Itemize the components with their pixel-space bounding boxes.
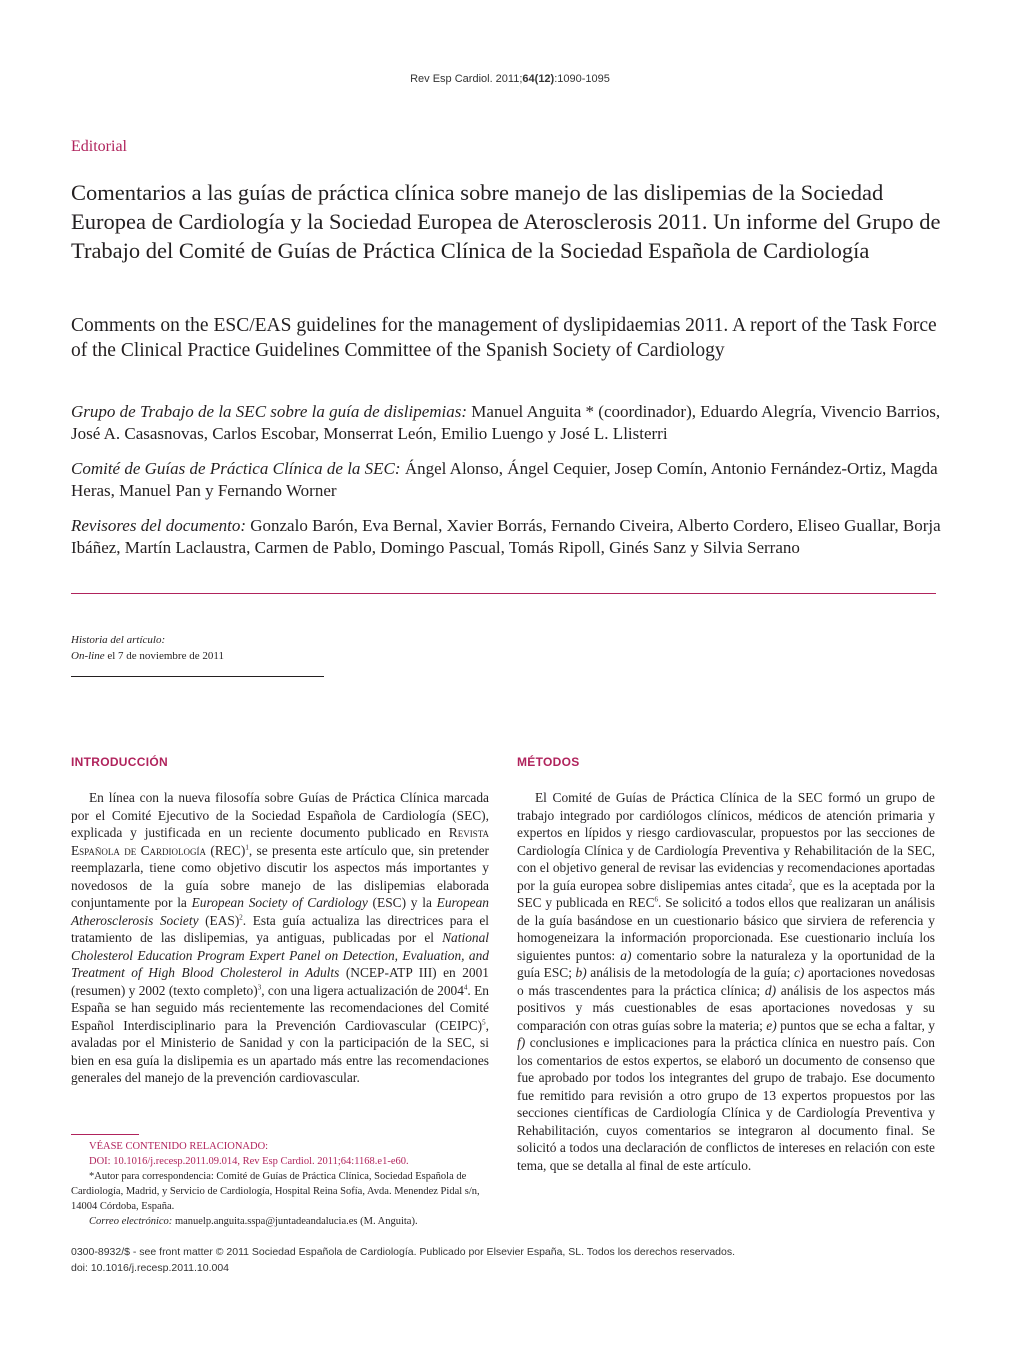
page-footer bbox=[71, 1244, 735, 1276]
related-content-label: VÉASE CONTENIDO RELACIONADO: bbox=[89, 1141, 269, 1152]
email-address[interactable]: manuelp.anguita.sspa@juntadeandalucia.es (M. Anguita). bbox=[172, 1216, 418, 1227]
correspondence: *Autor para correspondencia: Comité de Guías de Práctica Clínica, Sociedad Española de Cardiología, Madrid, y Servicio de Cardiología, Hospital Reina Sofía, Avda. Menendez Pidal s/n, 14004 Córdoba, España. bbox=[71, 1171, 480, 1212]
history-online bbox=[71, 648, 224, 664]
working-group-label: Grupo de Trabajo de la SEC sobre la guía de dislipemias: bbox=[71, 402, 468, 421]
journal-ref-prefix: Rev Esp Cardiol. 2011; bbox=[410, 73, 523, 85]
authors-committee bbox=[71, 458, 951, 502]
ref-sup: 1 bbox=[245, 843, 249, 852]
methods-heading: MÉTODOS bbox=[517, 755, 580, 769]
working-group-names: Manuel Anguita * (coordinador), Eduardo Alegría, Vivencio Barrios, José A. Casasnovas, Carlos Escobar, Monserrat León, Emilio Luengo y José L. Llisterri bbox=[71, 402, 941, 443]
online-date: el 7 de noviembre de 2011 bbox=[104, 650, 224, 662]
email-label: Correo electrónico: bbox=[89, 1216, 173, 1227]
committee-label: Comité de Guías de Práctica Clínica de la SEC: bbox=[71, 459, 401, 478]
history-label: Historia del artículo: bbox=[71, 634, 166, 646]
section-label: Editorial bbox=[71, 138, 127, 155]
online-label: On-line bbox=[71, 650, 105, 662]
journal-ref-volume: 64 bbox=[522, 73, 535, 85]
journal-ref-pages: :1090-1095 bbox=[554, 73, 610, 85]
methods-paragraph: El Comité de Guías de Práctica Clínica de la SEC formó un grupo de trabajo integrado por cardiólogos clínicos, médicos de atención primaria y expertos en lípidos y riesgo cardiovascular, propuestos por las secciones de Cardiología Clínica y de Cardiología Preventiva y Rehabilitación de la SEC, con el objetivo general de revisar las evidencias y recomendaciones aportadas por la guía europea sobre dislipemias antes citada$^2$, que es la aceptada por la SEC y publicada en REC$^6$. Se solicitó a todos ellos que realizaran un análisis de la guía basándose en un cuestionario básico que sirviera de referencia y homogeneizara la información proporcionada. Ese cuestionario incluía los siguientes puntos: a) comentario sobre la naturaleza y la oportunidad de la guía ESC; b) análisis de la metodología de la guía; c) aportaciones novedosas o más trascendentes para la práctica clínica; d) análisis de los aspectos más positivos y más cuestionables de esas aportaciones novedosas y su comparación con otras guías sobre la materia; e) puntos que se echa a faltar, y f) conclusiones e implicaciones para la práctica clínica en nuestro país. Con los comentarios de estos expertos, se elaboró un documento de consenso que fue aprobado por todos los integrantes del grupo de trabajo. Ese documento fue remitido para revisión a otro grupo de 13 expertos propuestos por las secciones científicas de Cardiología Clínica y de Cardiología Preventiva y Rehabilitación, cuyos comentarios se integraron al documento final. Se solicitó a todos una declaración de conflictos de intereses en relación con este tema, que se detalla al final de este artículo. bbox=[517, 790, 936, 1173]
history-divider bbox=[71, 676, 324, 677]
header-divider bbox=[71, 593, 936, 594]
related-content-doi[interactable]: DOI: 10.1016/j.recesp.2011.09.014, Rev Esp Cardiol. 2011;64:1168.e1-e60. bbox=[89, 1156, 409, 1167]
ref-sup: 2 bbox=[239, 913, 243, 922]
journal-name: Revista Española de Cardiología bbox=[71, 825, 489, 858]
title-english: Comments on the ESC/EAS guidelines for the management of dyslipidaemias 2011. A report of the Task Force of the Clinical Practice Guidelines Committee of the Spanish Society of Cardiology bbox=[71, 315, 937, 361]
article-doi: doi: 10.1016/j.recesp.2011.10.004 bbox=[71, 1262, 230, 1274]
methods-body bbox=[517, 789, 935, 1174]
journal-reference bbox=[0, 73, 1020, 85]
footnote-divider bbox=[71, 1134, 139, 1135]
reviewers-label: Revisores del documento: bbox=[71, 516, 246, 535]
ref-sup: 3 bbox=[257, 983, 262, 992]
committee-names: Ángel Alonso, Ángel Cequier, Josep Comín, Antonio Fernández-Ortiz, Magda Heras, Manuel Pan y Fernando Worner bbox=[71, 459, 938, 500]
article-history bbox=[71, 632, 224, 664]
authors-reviewers bbox=[71, 515, 951, 559]
journal-ref-issue: (12) bbox=[534, 73, 555, 85]
footnotes bbox=[71, 1139, 489, 1229]
authors-working-group bbox=[71, 401, 951, 445]
copyright: 0300-8932/$ - see front matter © 2011 Sociedad Española de Cardiología. Publicado por Elsevier España, SL. Todos los derechos reservados. bbox=[71, 1246, 736, 1258]
ref-sup: 4 bbox=[463, 983, 468, 992]
intro-paragraph: En línea con la nueva filosofía sobre Guías de Práctica Clínica marcada por el Comité Ejecutivo de la Sociedad Española de Cardiología (SEC), explicada y justificada en un reciente documento publicado en Revista Española de Cardiología (REC)$^1$, se presenta este artículo que, sin pretender reemplazarla, tiene como objetivo discutir los aspectos más importantes y novedosos de la guía sobre manejo de las dislipemias elaborada conjuntamente por la European Society of Cardiology (ESC) y la European Atherosclerosis Society (EAS)$^2$. Esta guía actualiza las directrices para el tratamiento de las dislipemias, ya antiguas, publicadas por el National Cholesterol Education Program Expert Panel on Detection, Evaluation, and Treatment of High Blood Cholesterol in Adults (NCEP-ATP III) en 2001 (resumen) y 2002 (texto completo)$^3$, con una ligera actualización de 2004$^4$. En España se han seguido más recientemente las recomendaciones del Comité Español Interdisciplinario para la Prevención Cardiovascular (CEIPC)$^5$, avaladas por el Ministerio de Sanidad y con la participación de la SEC, si bien en esa guía la dislipemia es un apartado más entre las recomendaciones generales del manejo de la prevención cardiovascular. bbox=[71, 790, 490, 1085]
email-line bbox=[71, 1214, 489, 1229]
intro-body bbox=[71, 789, 489, 1087]
ref-sup: 6 bbox=[654, 895, 658, 904]
title-spanish: Comentarios a las guías de práctica clínica sobre manejo de las dislipemias de la Sociedad Europea de Cardiología y la Sociedad Europea de Aterosclerosis 2011. Un informe del Grupo de Trabajo del Comité de Guías de Práctica Clínica de la Sociedad Española de Cardiología bbox=[71, 180, 941, 263]
reviewers-names: Gonzalo Barón, Eva Bernal, Xavier Borrás, Fernando Civeira, Alberto Cordero, Eliseo Guallar, Borja Ibáñez, Martín Laclaustra, Carmen de Pablo, Domingo Pascual, Tomás Ripoll, Ginés Sanz y Silvia Serrano bbox=[71, 516, 941, 557]
intro-heading: INTRODUCCIÓN bbox=[71, 755, 168, 769]
ref-sup: 5 bbox=[482, 1018, 486, 1027]
ref-sup: 2 bbox=[788, 878, 793, 887]
